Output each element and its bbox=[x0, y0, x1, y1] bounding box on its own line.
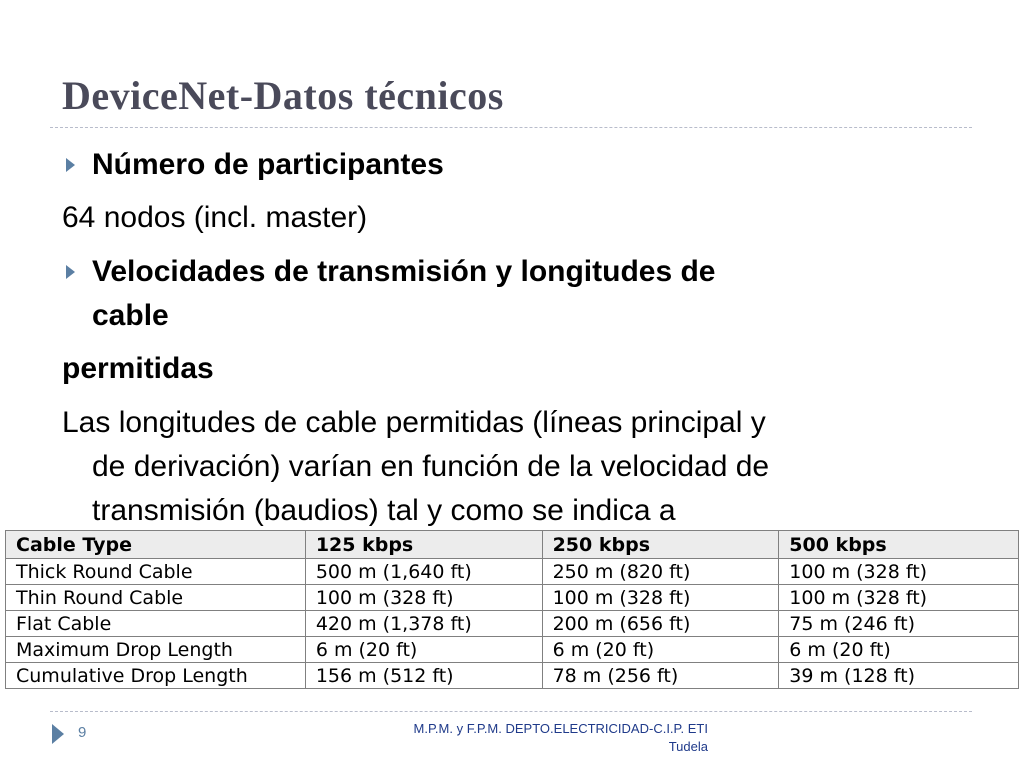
table-cell: 200 m (656 ft) bbox=[542, 611, 779, 637]
bullet-triangle-icon bbox=[66, 265, 75, 279]
bullet-participants: Número de participantes bbox=[92, 148, 444, 181]
table-cell: 500 m (1,640 ft) bbox=[305, 559, 542, 585]
table-cell: 156 m (512 ft) bbox=[305, 663, 542, 689]
table-cell: 250 m (820 ft) bbox=[542, 559, 779, 585]
table-cell: 78 m (256 ft) bbox=[542, 663, 779, 689]
footer-credit-line1: M.P.M. y F.P.M. DEPTO.ELECTRICIDAD-C.I.P. ETI bbox=[413, 721, 708, 736]
table-cell: Maximum Drop Length bbox=[6, 637, 306, 663]
cable-spec-table bbox=[5, 530, 1019, 689]
table-cell: 6 m (20 ft) bbox=[305, 637, 542, 663]
paragraph-line2: de derivación) varían en función de la velocidad de bbox=[92, 450, 770, 483]
table-cell: 100 m (328 ft) bbox=[779, 585, 1019, 611]
bullet-triangle-icon bbox=[66, 158, 75, 172]
permitted-heading: permitidas bbox=[62, 352, 214, 385]
nodes-text: 64 nodos (incl. master) bbox=[62, 201, 368, 234]
table-row bbox=[6, 663, 1019, 689]
table-cell: 75 m (246 ft) bbox=[779, 611, 1019, 637]
table-row bbox=[6, 611, 1019, 637]
table-cell: Flat Cable bbox=[6, 611, 306, 637]
table-cell: 100 m (328 ft) bbox=[305, 585, 542, 611]
table-cell: Cumulative Drop Length bbox=[6, 663, 306, 689]
footer-credit-line2: Tudela bbox=[668, 739, 708, 754]
table-header-cell: 250 kbps bbox=[542, 531, 779, 559]
page-number: 9 bbox=[78, 724, 87, 741]
table-row bbox=[6, 559, 1019, 585]
table-cell: Thick Round Cable bbox=[6, 559, 306, 585]
table-header-row bbox=[6, 531, 1019, 559]
table-cell: 6 m (20 ft) bbox=[779, 637, 1019, 663]
table-cell: 6 m (20 ft) bbox=[542, 637, 779, 663]
table-row bbox=[6, 637, 1019, 663]
table-cell: 39 m (128 ft) bbox=[779, 663, 1019, 689]
table-row bbox=[6, 585, 1019, 611]
table-cell: 100 m (328 ft) bbox=[779, 559, 1019, 585]
table-header-cell: 125 kbps bbox=[305, 531, 542, 559]
table-header-cell: Cable Type bbox=[6, 531, 306, 559]
footer-divider bbox=[50, 711, 972, 712]
table-header-cell: 500 kbps bbox=[779, 531, 1019, 559]
table-cell: 420 m (1,378 ft) bbox=[305, 611, 542, 637]
slide-title: DeviceNet-Datos técnicos bbox=[62, 73, 504, 118]
footer-credit bbox=[320, 720, 708, 756]
paragraph-line3: transmisión (baudios) tal y como se indica a bbox=[92, 494, 676, 526]
title-divider bbox=[50, 127, 972, 128]
table-cell: Thin Round Cable bbox=[6, 585, 306, 611]
bullet-speeds-line1: Velocidades de transmisión y longitudes de bbox=[92, 255, 716, 288]
chevron-right-icon bbox=[52, 724, 64, 744]
bullet-speeds-line2: cable bbox=[92, 299, 169, 332]
table-cell: 100 m (328 ft) bbox=[542, 585, 779, 611]
paragraph-clip bbox=[0, 400, 1024, 526]
paragraph-line1: Las longitudes de cable permitidas (líneas principal y bbox=[62, 406, 766, 439]
